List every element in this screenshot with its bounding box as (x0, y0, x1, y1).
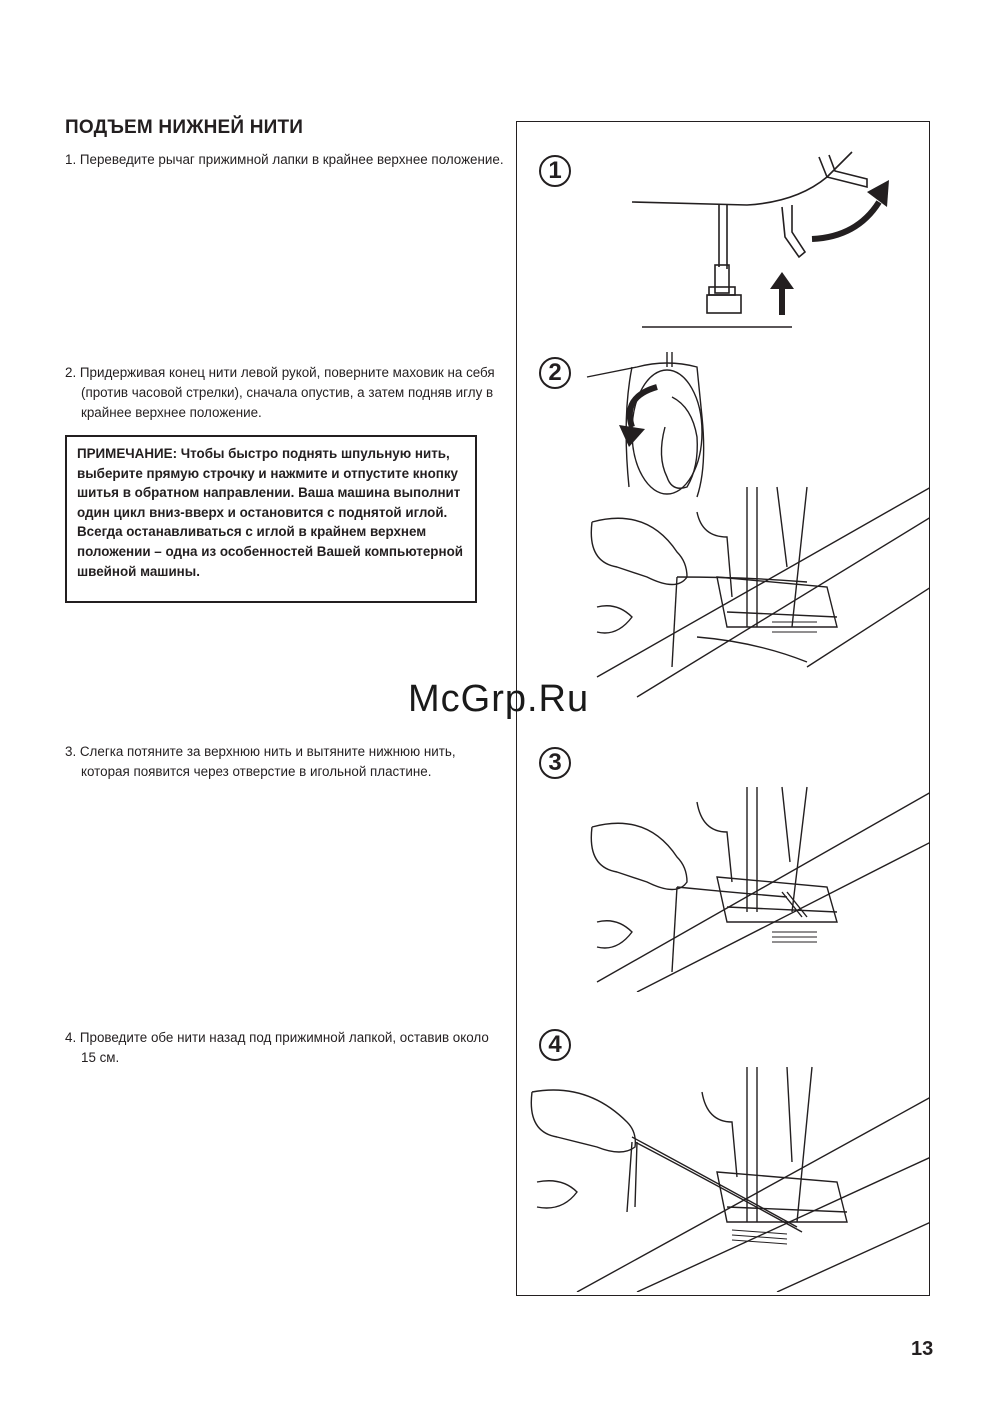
threads-under-presser-foot-illustration (517, 1062, 930, 1292)
figure-3-badge: 3 (539, 747, 571, 779)
step-3-text: 3. Слегка потяните за верхнюю нить и вытяните нижнюю нить, которая появится через отверстие в игольной пластине. (65, 744, 456, 779)
page-number: 13 (911, 1338, 934, 1360)
figure-1-badge: 1 (539, 155, 571, 187)
note-box: ПРИМЕЧАНИЕ: Чтобы быстро поднять шпульную нить, выберите прямую строчку и нажмите и отпустите кнопку шитья в обратном направлении. Ваша машина выполнит один цикл вниз-вверх и остановится с поднятой иглой. Всегда останавливаться с иглой в крайнем верхнем положении – одна из особенностей Вашей компьютерной швейной машины. (65, 435, 477, 603)
step-4-text: 4. Проведите обе нити назад под прижимной лапкой, оставив около 15 см. (65, 1030, 489, 1065)
step-1-text: 1. Переведите рычаг прижимной лапки в крайнее верхнее положение. (65, 152, 504, 167)
watermark-text: McGrp.Ru (408, 678, 590, 720)
pull-bobbin-thread-illustration (577, 782, 930, 992)
section-title: ПОДЪЕМ НИЖНЕЙ НИТИ (65, 117, 304, 138)
handwheel-and-thread-illustration (577, 337, 930, 717)
figure-2-badge: 2 (539, 357, 571, 389)
figure-4-badge: 4 (539, 1029, 571, 1061)
step-2-text: 2. Придерживая конец нити левой рукой, поверните маховик на себя (против часовой стрелки), сначала опустив, а затем подняв иглу в крайнее верхнее положение. (65, 365, 495, 420)
presser-foot-lever-illustration (627, 147, 917, 337)
